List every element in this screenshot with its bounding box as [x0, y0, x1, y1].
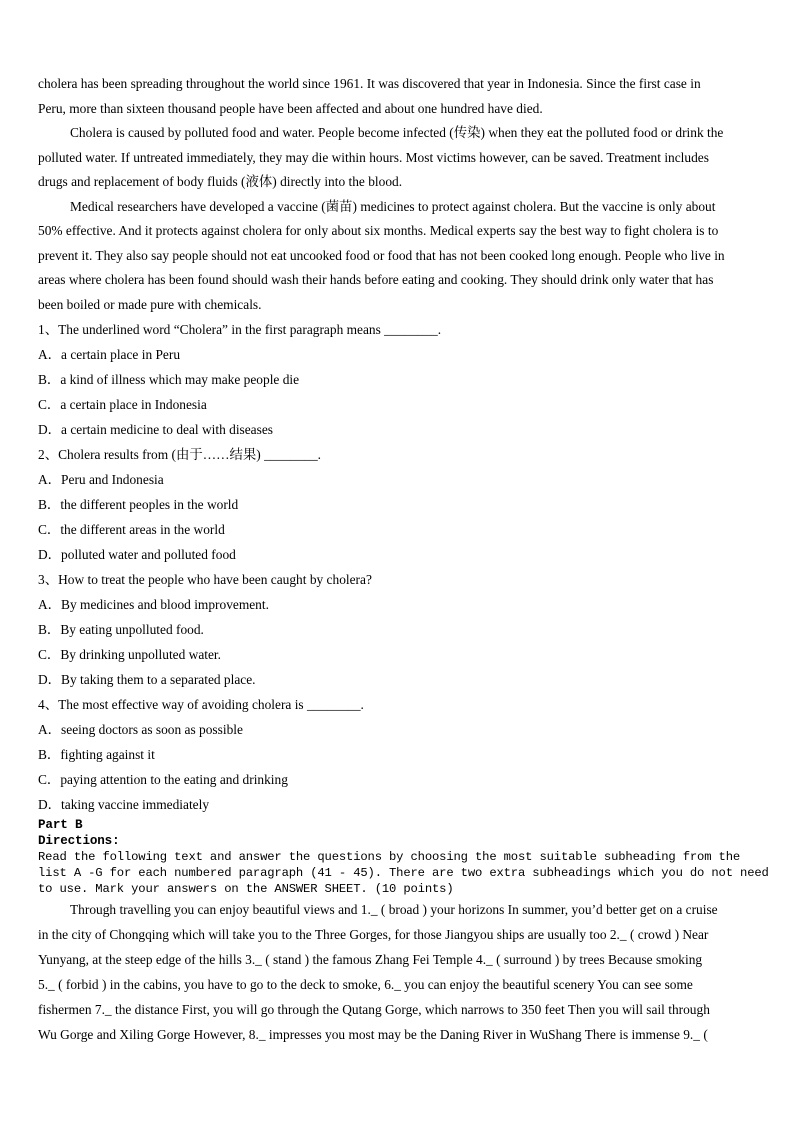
question-stem: 1、The underlined word “Cholera” in the first paragraph means ________. [38, 322, 442, 337]
answer-option: A．Peru and Indonesia [38, 472, 164, 487]
question-item [38, 567, 758, 692]
question-stem: 2、Cholera results from (由于……结果) ________. [38, 447, 322, 462]
answer-option: D．polluted water and polluted food [38, 547, 236, 562]
paragraph [38, 195, 758, 318]
answer-option: C．paying attention to the eating and drinking [38, 772, 288, 787]
question-list [38, 317, 758, 817]
paragraph-line: Peru, more than sixteen thousand people have been affected and about one hundred have died. [38, 100, 543, 116]
answer-option: A．a certain place in Peru [38, 347, 181, 362]
paragraph-line: prevent it. They also say people should not eat uncooked food or food that has not been cooked long enough. People who live in [38, 247, 725, 263]
paragraph-line: drugs and replacement of body fluids (液体) directly into the blood. [38, 174, 403, 189]
answer-option: D．taking vaccine immediately [38, 797, 210, 812]
directions-label: Directions: [38, 834, 120, 848]
answer-option: A．seeing doctors as soon as possible [38, 722, 243, 737]
paragraph-line: areas where cholera has been found should wash their hands before eating and cooking. They should drink only water that has [38, 272, 714, 287]
directions-line: list A -G for each numbered paragraph (41 - 45). There are two extra subheadings which you do not need [38, 866, 769, 880]
paragraph-line: Medical researchers have developed a vaccine (菌苗) medicines to protect against cholera. But the vaccine is only about [70, 198, 716, 214]
answer-option: A．By medicines and blood improvement. [38, 597, 269, 612]
question-item [38, 692, 758, 817]
passage-line: fishermen 7._ the distance First, you will go through the Qutang Gorge, which narrows to 350 feet Then you will sail through [38, 1002, 710, 1017]
paragraph-line: 50% effective. And it protects against cholera for only about six months. Medical experts say the best way to fight cholera is to [38, 223, 719, 238]
answer-option: C．By drinking unpolluted water. [38, 647, 221, 662]
question-stem: 4、The most effective way of avoiding cholera is ________. [38, 697, 364, 712]
reading-passage [38, 72, 758, 317]
passage-line: Wu Gorge and Xiling Gorge However, 8._ impresses you most may be the Daning River in WuShang There is immense 9._ ( [38, 1027, 708, 1042]
answer-option: B．a kind of illness which may make people die [38, 372, 300, 387]
document-page [38, 72, 769, 1047]
answer-option: D．By taking them to a separated place. [38, 672, 256, 687]
paragraph [38, 121, 758, 195]
passage-line: Yunyang, at the steep edge of the hills 3._ ( stand ) the famous Zhang Fei Temple 4._ ( surround ) by trees Because smoking [38, 952, 703, 967]
answer-option: D．a certain medicine to deal with diseases [38, 422, 273, 437]
directions-line: to use. Mark your answers on the ANSWER SHEET. (10 points) [38, 882, 454, 896]
question-item [38, 317, 758, 442]
answer-option: B．the different peoples in the world [38, 497, 239, 512]
paragraph-line: been boiled or made pure with chemicals. [38, 296, 262, 312]
part-b-passage [38, 897, 758, 1047]
paragraph [38, 72, 758, 121]
paragraph-line: polluted water. If untreated immediately, they may die within hours. Most victims however, can be saved. Treatment includes [38, 149, 709, 165]
answer-option: C．the different areas in the world [38, 522, 225, 537]
part-b-title: Part B [38, 818, 83, 832]
passage-line: in the city of Chongqing which will take you to the Three Gorges, for those Jiangyou ships are usually too 2._ ( crowd ) Near [38, 927, 709, 942]
part-b-section [38, 817, 769, 1047]
directions-line: Read the following text and answer the questions by choosing the most suitable subheading from the [38, 850, 741, 864]
answer-option: C．a certain place in Indonesia [38, 397, 207, 412]
question-item [38, 442, 758, 567]
passage-line: 5._ ( forbid ) in the cabins, you have to go to the deck to smoke, 6._ you can enjoy the beautiful scenery You can see some [38, 977, 693, 992]
paragraph-line: cholera has been spreading throughout the world since 1961. It was discovered that year in Indonesia. Since the first case in [38, 76, 701, 91]
paragraph-line: Cholera is caused by polluted food and water. People become infected (传染) when they eat the polluted food or drink the [70, 125, 724, 140]
question-stem: 3、How to treat the people who have been caught by cholera? [38, 572, 372, 587]
directions-text [38, 849, 769, 897]
answer-option: B．By eating unpolluted food. [38, 622, 204, 637]
answer-option: B．fighting against it [38, 747, 155, 762]
passage-line: Through travelling you can enjoy beautiful views and 1._ ( broad ) your horizons In summer, you’d better get on a cruise [70, 902, 718, 917]
